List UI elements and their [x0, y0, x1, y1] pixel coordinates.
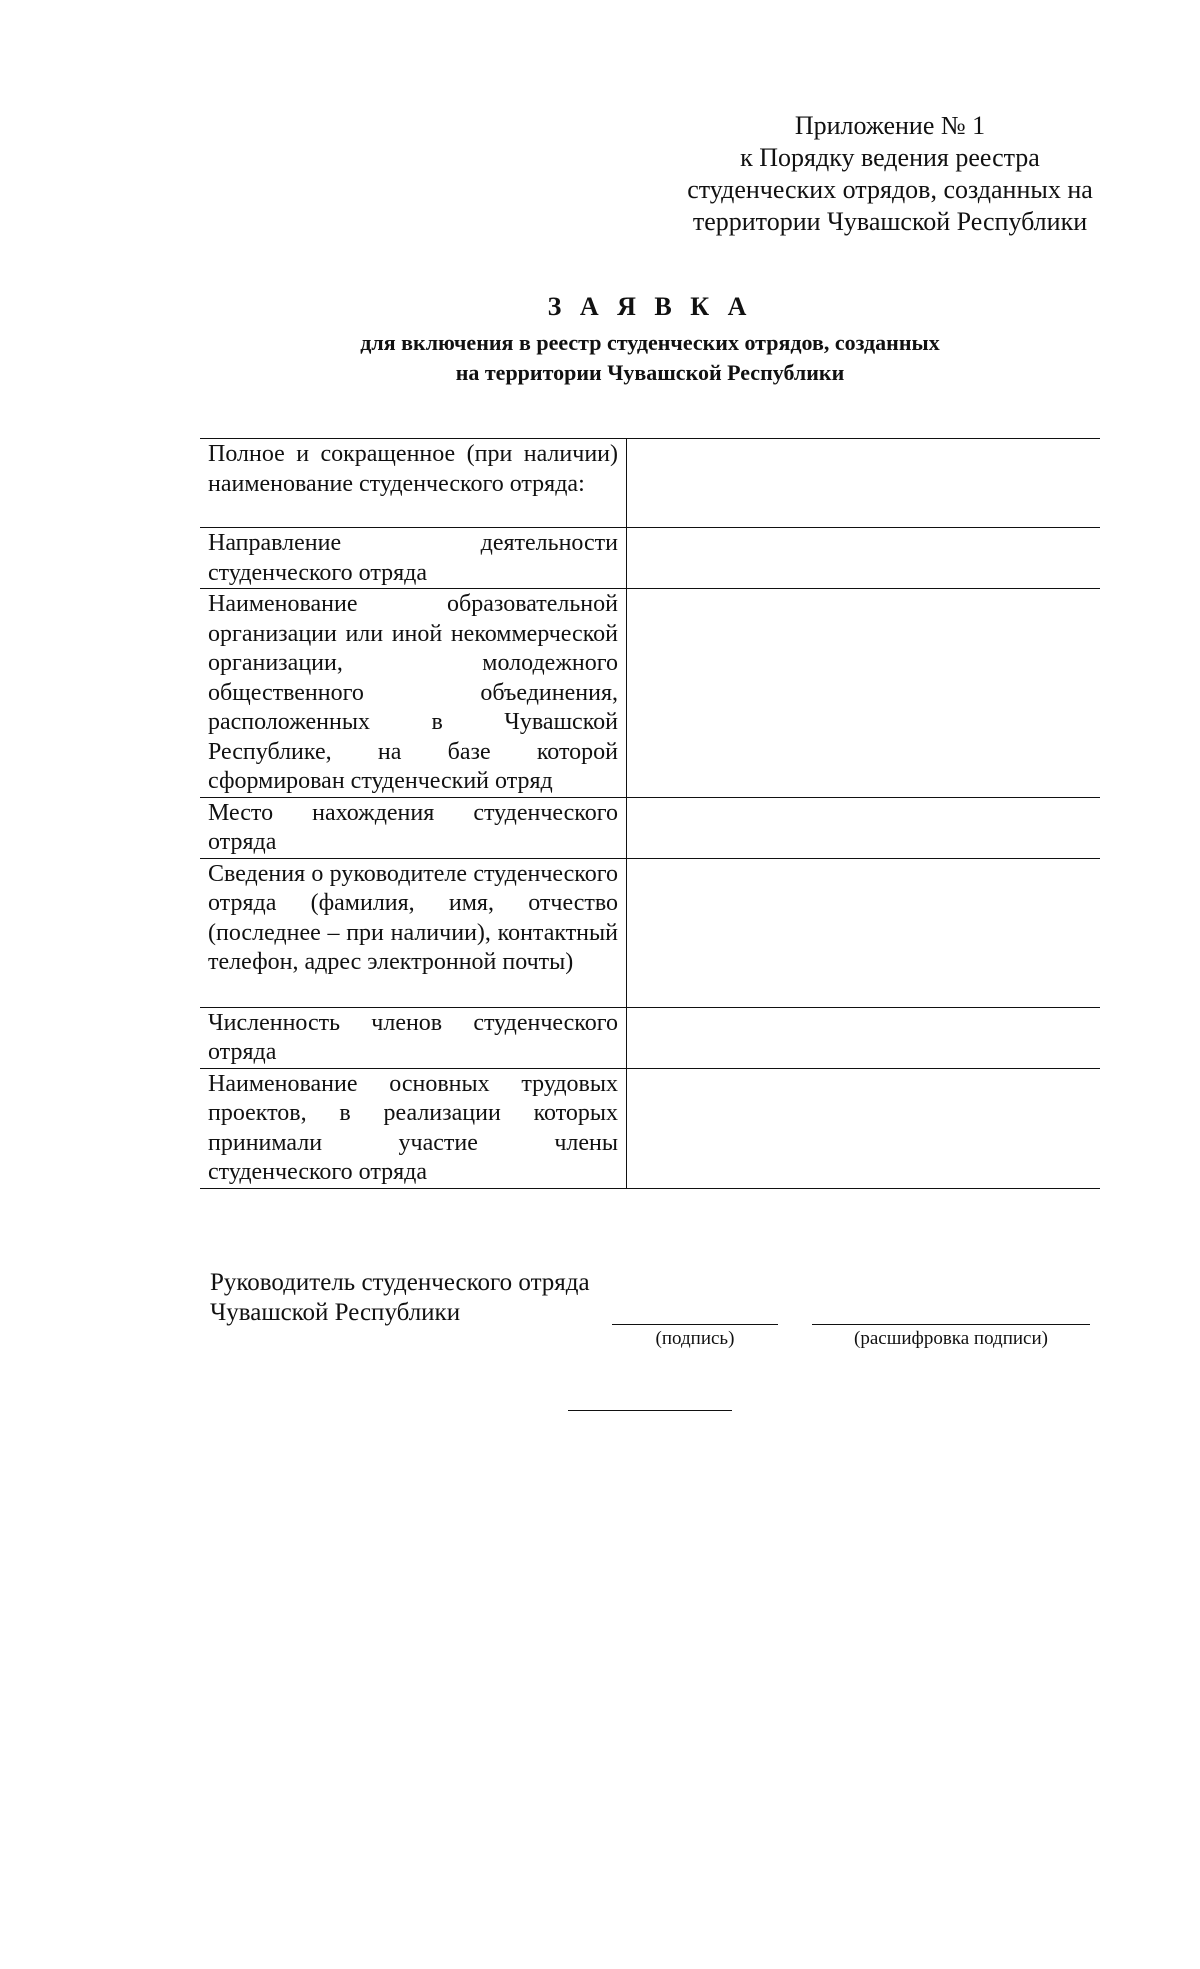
form-row-location — [200, 797, 1100, 858]
document-title: З А Я В К А — [547, 292, 753, 321]
signature-decoding-line[interactable] — [812, 1324, 1090, 1325]
form-label: Наименование образовательной организации или иной некоммерческой организации, молодежного общественного объединения, расположенных в Чувашской Республике, на базе которой сформирован студенческий отряд — [200, 589, 627, 798]
appendix-line: к Порядку ведения реестра — [740, 143, 1040, 172]
form-row-activity-direction — [200, 528, 1100, 589]
signatory-title-line: Руководитель студенческого отряда — [210, 1269, 590, 1296]
form-value-field[interactable] — [627, 797, 1101, 858]
form-row-squad-name — [200, 439, 1100, 528]
form-value-field[interactable] — [627, 589, 1101, 798]
form-label: Место нахождения студенческого отряда — [200, 797, 627, 858]
form-row-member-count — [200, 1007, 1100, 1068]
form-label: Численность членов студенческого отряда — [200, 1007, 627, 1068]
form-label: Направление деятельности студенческого отряда — [200, 528, 627, 589]
appendix-line: территории Чувашской Республики — [692, 207, 1088, 236]
form-label: Полное и сокращенное (при наличии) наименование студенческого отряда: — [200, 439, 627, 528]
form-value-field[interactable] — [627, 528, 1101, 589]
form-value-field[interactable] — [627, 1068, 1101, 1188]
form-row-leader-info — [200, 858, 1100, 1007]
signature-caption: (подпись) — [655, 1328, 735, 1349]
form-row-labor-projects — [200, 1068, 1100, 1188]
signature-block — [210, 1268, 590, 1328]
form-label: Наименование основных трудовых проектов, в реализации которых принимали участие члены студенческого отряда — [200, 1068, 627, 1188]
form-value-field[interactable] — [627, 439, 1101, 528]
form-label: Сведения о руководителе студенческого отряда (фамилия, имя, отчество (последнее – при наличии), контактный телефон, адрес электронной почты) — [200, 858, 627, 1007]
form-value-field[interactable] — [627, 858, 1101, 1007]
appendix-header — [670, 110, 1110, 238]
appendix-line: студенческих отрядов, созданных на — [687, 175, 1093, 204]
application-form-table — [200, 438, 1100, 1189]
document-title-block — [200, 290, 1100, 388]
appendix-line: Приложение № 1 — [794, 111, 986, 140]
document-subtitle-line: для включения в реестр студенческих отрядов, созданных — [360, 330, 940, 355]
signature-line[interactable] — [612, 1324, 778, 1325]
form-value-field[interactable] — [627, 1007, 1101, 1068]
signatory-title-line: Чувашской Республики — [210, 1299, 461, 1326]
document-end-divider — [568, 1410, 732, 1411]
document-subtitle-line: на территории Чувашской Республики — [455, 360, 845, 385]
form-row-base-organization — [200, 589, 1100, 798]
signature-decoding-caption: (расшифровка подписи) — [854, 1328, 1048, 1349]
